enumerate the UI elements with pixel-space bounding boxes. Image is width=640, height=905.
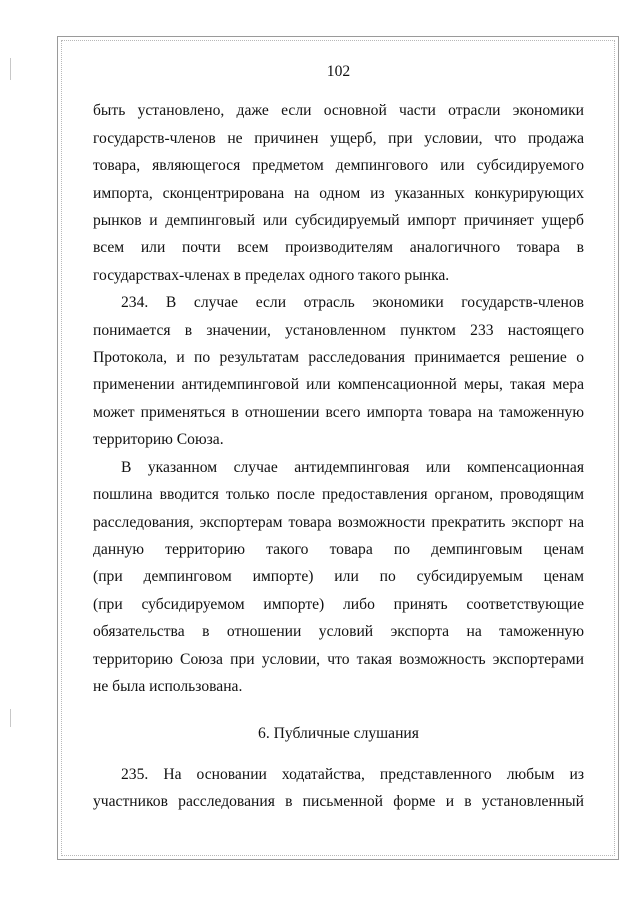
text-line: В указанном случае антидемпинговая или компенсационная [121,458,584,476]
text-line: данную территорию такого товара по демпинговым ценам [93,540,584,558]
document-body [93,58,584,816]
text-line: Протокола, и по результатам расследования принимается решение о [93,349,584,367]
text-line: государств-членов не причинен ущерб, при условии, что продажа [93,129,584,147]
text-line: государствах-членах в пределах одного такого рынка. [93,266,450,284]
text-line: 234. В случае если отрасль экономики государств-членов [121,294,584,312]
text-line: (при демпинговом импорте) или по субсидируемым ценам [93,568,584,586]
text-line: (при субсидируемом импорте) либо принять соответствующие [93,595,584,613]
text-line: участников расследования в письменной форме и в установленный [93,793,584,811]
text-line: применении антидемпинговой или компенсационной меры, такая мера [93,376,584,394]
text-line: рынков и демпинговый или субсидируемый импорт причиняет ущерб [93,212,584,230]
text-line: может применяться в отношении всего импорта товара на таможенную [93,403,584,421]
paragraph-235 [93,761,584,816]
text-line: понимается в значении, установленном пунктом 233 настоящего [93,321,584,339]
page-number: 102 [326,63,351,80]
text-line: обязательства в отношении условий экспорта на таможенную [93,623,584,641]
paragraph-234-continued [93,454,584,701]
text-line: расследования, экспортерам товара возможности прекратить экспорт на [93,513,584,531]
text-line: товара, являющегося предметом демпингового или субсидируемого [93,157,584,175]
text-line: пошлина вводится только после предоставления органом, проводящим [93,486,584,504]
scan-margin-mark-top [10,58,11,80]
text-line: территорию Союза. [93,431,224,449]
paragraph-continuation [93,97,584,289]
text-line: импорта, сконцентрирована на одном из указанных конкурирующих [93,184,584,202]
text-line: быть установлено, даже если основной части отрасли экономики [93,102,584,120]
paragraph-234 [93,289,584,453]
section-heading: 6. Публичные слушания [258,725,419,743]
text-line: всем или почти всем производителям аналогичного товара в [93,239,584,257]
text-line: не была использована. [93,677,243,695]
scan-margin-mark-bottom [10,709,11,727]
text-line: 235. На основании ходатайства, представленного любым из [121,765,584,783]
text-line: территорию Союза при условии, что такая возможность экспортерами [93,650,584,668]
